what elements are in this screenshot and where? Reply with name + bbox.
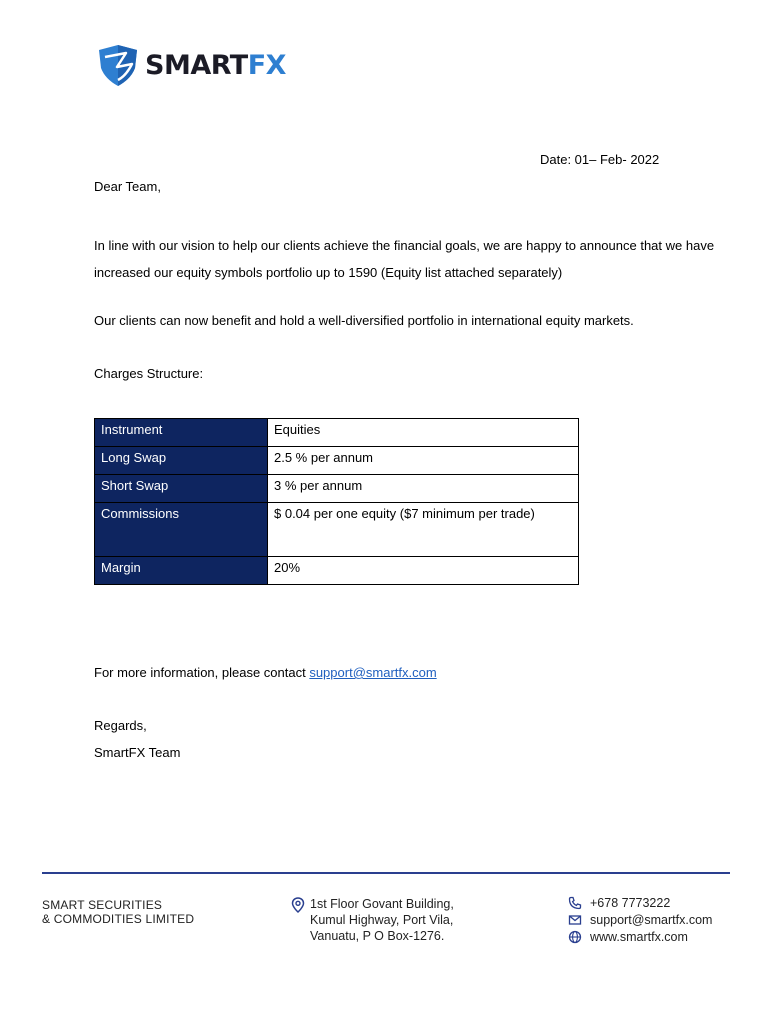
table-row <box>95 447 579 475</box>
footer-divider <box>42 872 730 874</box>
support-email-link[interactable]: support@smartfx.com <box>309 665 437 680</box>
table-row <box>95 475 579 503</box>
intro-paragraph: In line with our vision to help our clients achieve the financial goals, we are happy to announce that we have increased our equity symbols portfolio up to 1590 (Equity list attached separately) <box>94 238 715 280</box>
phone-icon <box>568 896 582 910</box>
company-logo <box>96 42 286 88</box>
mail-icon <box>568 913 582 927</box>
globe-icon <box>568 930 582 944</box>
letter-greeting: Dear Team, <box>94 179 161 194</box>
row-value: 3 % per annum <box>268 475 579 503</box>
logo-wordmark <box>145 50 286 81</box>
row-label: Instrument <box>95 419 268 447</box>
benefit-paragraph: Our clients can now benefit and hold a well-diversified portfolio in international equity markets. <box>94 313 634 328</box>
contact-line <box>94 665 437 680</box>
row-value: Equities <box>268 419 579 447</box>
email-text: support@smartfx.com <box>590 912 713 927</box>
signature: SmartFX Team <box>94 745 181 760</box>
company-line-1: SMART SECURITIES <box>42 898 163 912</box>
row-label: Commissions <box>95 503 268 557</box>
logo-text-primary: SMART <box>145 49 248 81</box>
closing: Regards, <box>94 718 147 733</box>
website-text: www.smartfx.com <box>590 929 688 944</box>
location-pin-icon <box>291 897 305 913</box>
row-value: 20% <box>268 557 579 585</box>
contact-prefix: For more information, please contact <box>94 665 310 680</box>
footer-company <box>42 898 194 926</box>
row-value: 2.5 % per annum <box>268 447 579 475</box>
table-row <box>95 503 579 557</box>
row-value: $ 0.04 per one equity ($7 minimum per trade) <box>268 503 579 557</box>
address-line-3: Vanuatu, P O Box-1276. <box>310 929 445 943</box>
address-line-1: 1st Floor Govant Building, <box>310 897 454 911</box>
website-row <box>568 928 712 945</box>
letter-date: Date: 01– Feb- 2022 <box>540 152 660 167</box>
row-label: Long Swap <box>95 447 268 475</box>
charges-heading: Charges Structure: <box>94 366 204 381</box>
company-line-2: & COMMODITIES LIMITED <box>42 912 195 926</box>
email-row <box>568 911 712 928</box>
phone-text: +678 7773222 <box>590 895 671 910</box>
row-label: Margin <box>95 557 268 585</box>
logo-text-accent: FX <box>247 49 286 81</box>
table-row <box>95 557 579 585</box>
address-line-2: Kumul Highway, Port Vila, <box>310 913 454 927</box>
shield-logo-icon <box>96 43 140 87</box>
row-label: Short Swap <box>95 475 268 503</box>
footer-contacts <box>568 894 712 945</box>
footer-address <box>310 896 454 944</box>
table-row <box>95 419 579 447</box>
charges-table <box>94 418 579 585</box>
phone-row <box>568 894 712 911</box>
